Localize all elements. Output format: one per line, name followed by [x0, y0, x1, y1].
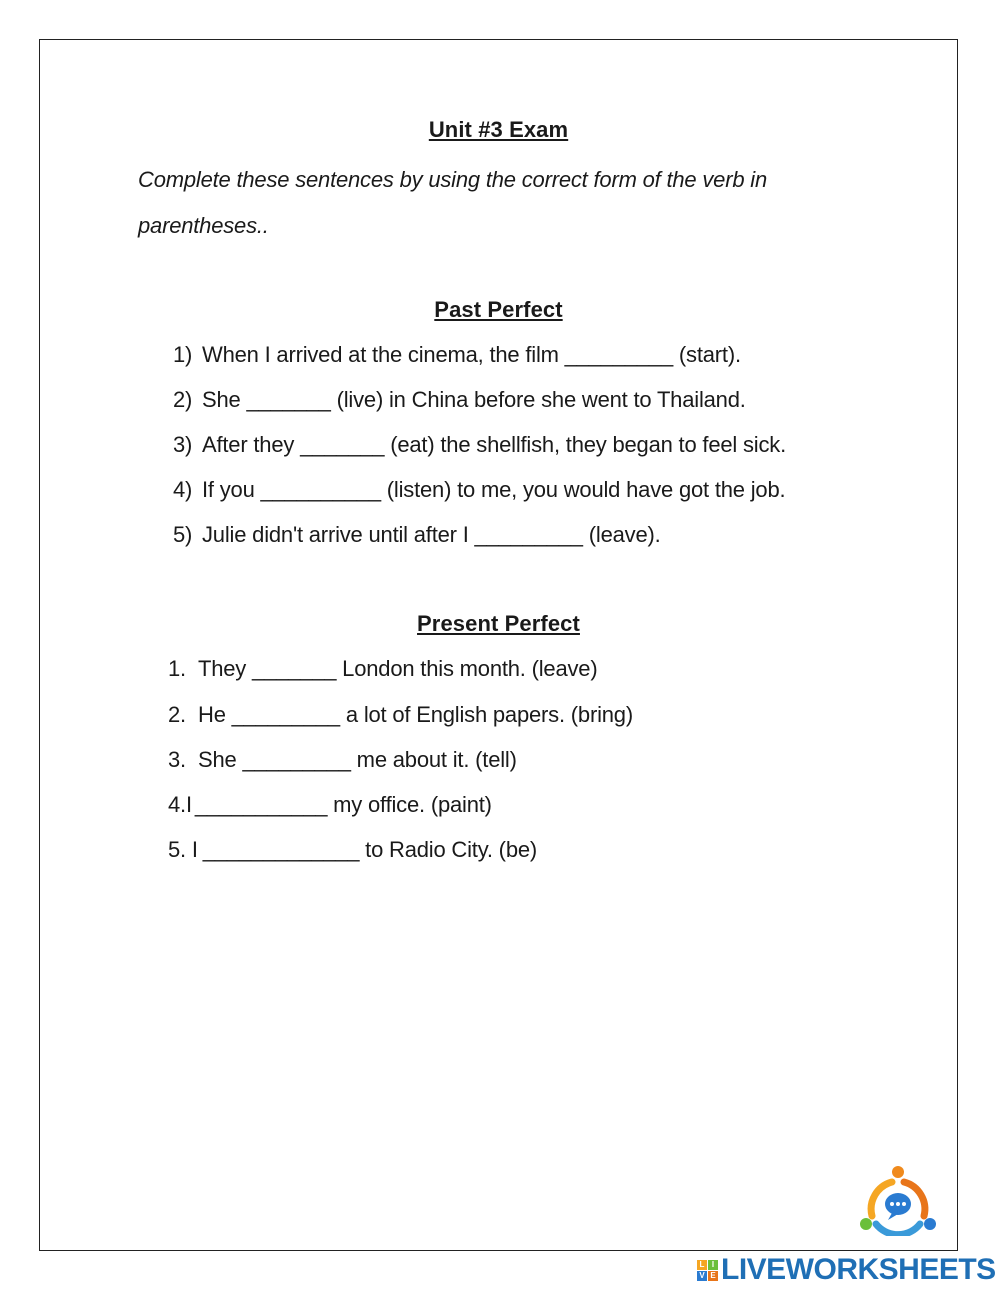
exam-title: Unit #3 Exam — [428, 117, 569, 142]
question-text: They _______ London this month. (leave) — [198, 656, 598, 681]
section-heading-past-perfect: Past Perfect — [434, 297, 563, 322]
question-past-2 — [173, 387, 746, 413]
question-past-3 — [173, 432, 786, 458]
question-text: She _________ me about it. (tell) — [198, 747, 517, 772]
question-number: 1. — [168, 656, 186, 681]
question-past-4 — [173, 477, 785, 503]
question-number: 3) — [173, 432, 193, 457]
question-text: He _________ a lot of English papers. (bring) — [198, 702, 633, 727]
section-heading-present-perfect: Present Perfect — [417, 611, 580, 636]
question-number: 4.I — [168, 792, 192, 817]
question-text: Julie didn't arrive until after I _________ (leave). — [202, 522, 661, 547]
liveworksheets-brand — [697, 1253, 996, 1287]
question-number: 3. — [168, 747, 186, 772]
question-number: 2. — [168, 702, 186, 727]
question-text: After they _______ (eat) the shellfish, they began to feel sick. — [202, 432, 787, 457]
question-number: 1) — [173, 342, 193, 367]
brand-blocks-icon: L I V E — [697, 1260, 718, 1281]
question-number: 4) — [173, 477, 193, 502]
question-present-3 — [168, 747, 517, 773]
question-number: 2) — [173, 387, 193, 412]
question-text: If you __________ (listen) to me, you would have got the job. — [202, 477, 786, 502]
question-past-1 — [173, 342, 741, 368]
question-present-1 — [168, 656, 597, 682]
question-present-4 — [168, 792, 492, 818]
question-text: ___________ my office. (paint) — [194, 792, 492, 817]
instructions: Complete these sentences by using the correct form of the verb in parentheses.. — [138, 167, 767, 238]
question-number: 5. I — [168, 837, 198, 862]
question-text: She _______ (live) in China before she went to Thailand. — [202, 387, 746, 412]
question-present-2 — [168, 702, 633, 728]
question-text: _____________ to Radio City. (be) — [202, 837, 538, 862]
question-number: 5) — [173, 522, 193, 547]
worksheet-page — [39, 39, 958, 1251]
brand-name: LIVEWORKSHEETS — [721, 1253, 996, 1286]
question-past-5 — [173, 522, 661, 548]
question-present-5 — [168, 837, 537, 863]
question-text: When I arrived at the cinema, the film _________ (start). — [202, 342, 741, 367]
chat-bubble-people-icon — [858, 1164, 938, 1236]
